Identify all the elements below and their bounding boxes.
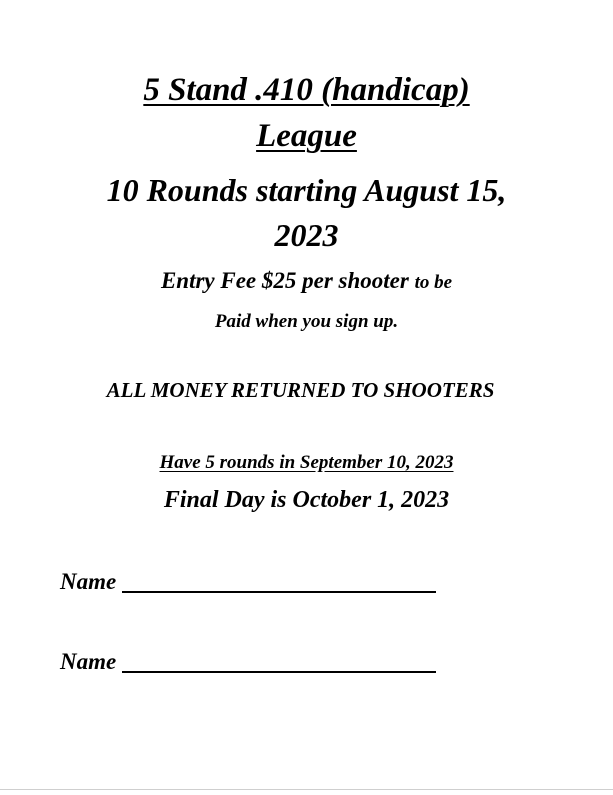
entry-fee-line [0,268,613,294]
name-signup-row-1 [60,565,436,595]
page-edge-divider [0,789,613,790]
money-returned-note: ALL MONEY RETURNED TO SHOOTERS [106,378,495,402]
title-line-2: League [256,118,357,154]
entry-fee-tail: to be [414,272,453,293]
entry-fee-text: Entry Fee $25 per shooter [160,268,409,293]
title-line-1: 5 Stand .410 (handicap) [143,72,470,108]
rounds-line-1: 10 Rounds starting August 15, [106,172,507,208]
name-label-1: Name [60,569,117,594]
rounds-line-2: 2023 [274,217,339,253]
midpoint-note: Have 5 rounds in September 10, 2023 [159,452,454,473]
name-signup-row-2 [60,645,436,675]
name-blank-line-2[interactable] [122,671,436,673]
payment-note: Paid when you sign up. [214,311,399,332]
final-day: Final Day is October 1, 2023 [163,487,450,513]
name-blank-line-1[interactable] [122,591,436,593]
name-label-2: Name [60,649,117,674]
